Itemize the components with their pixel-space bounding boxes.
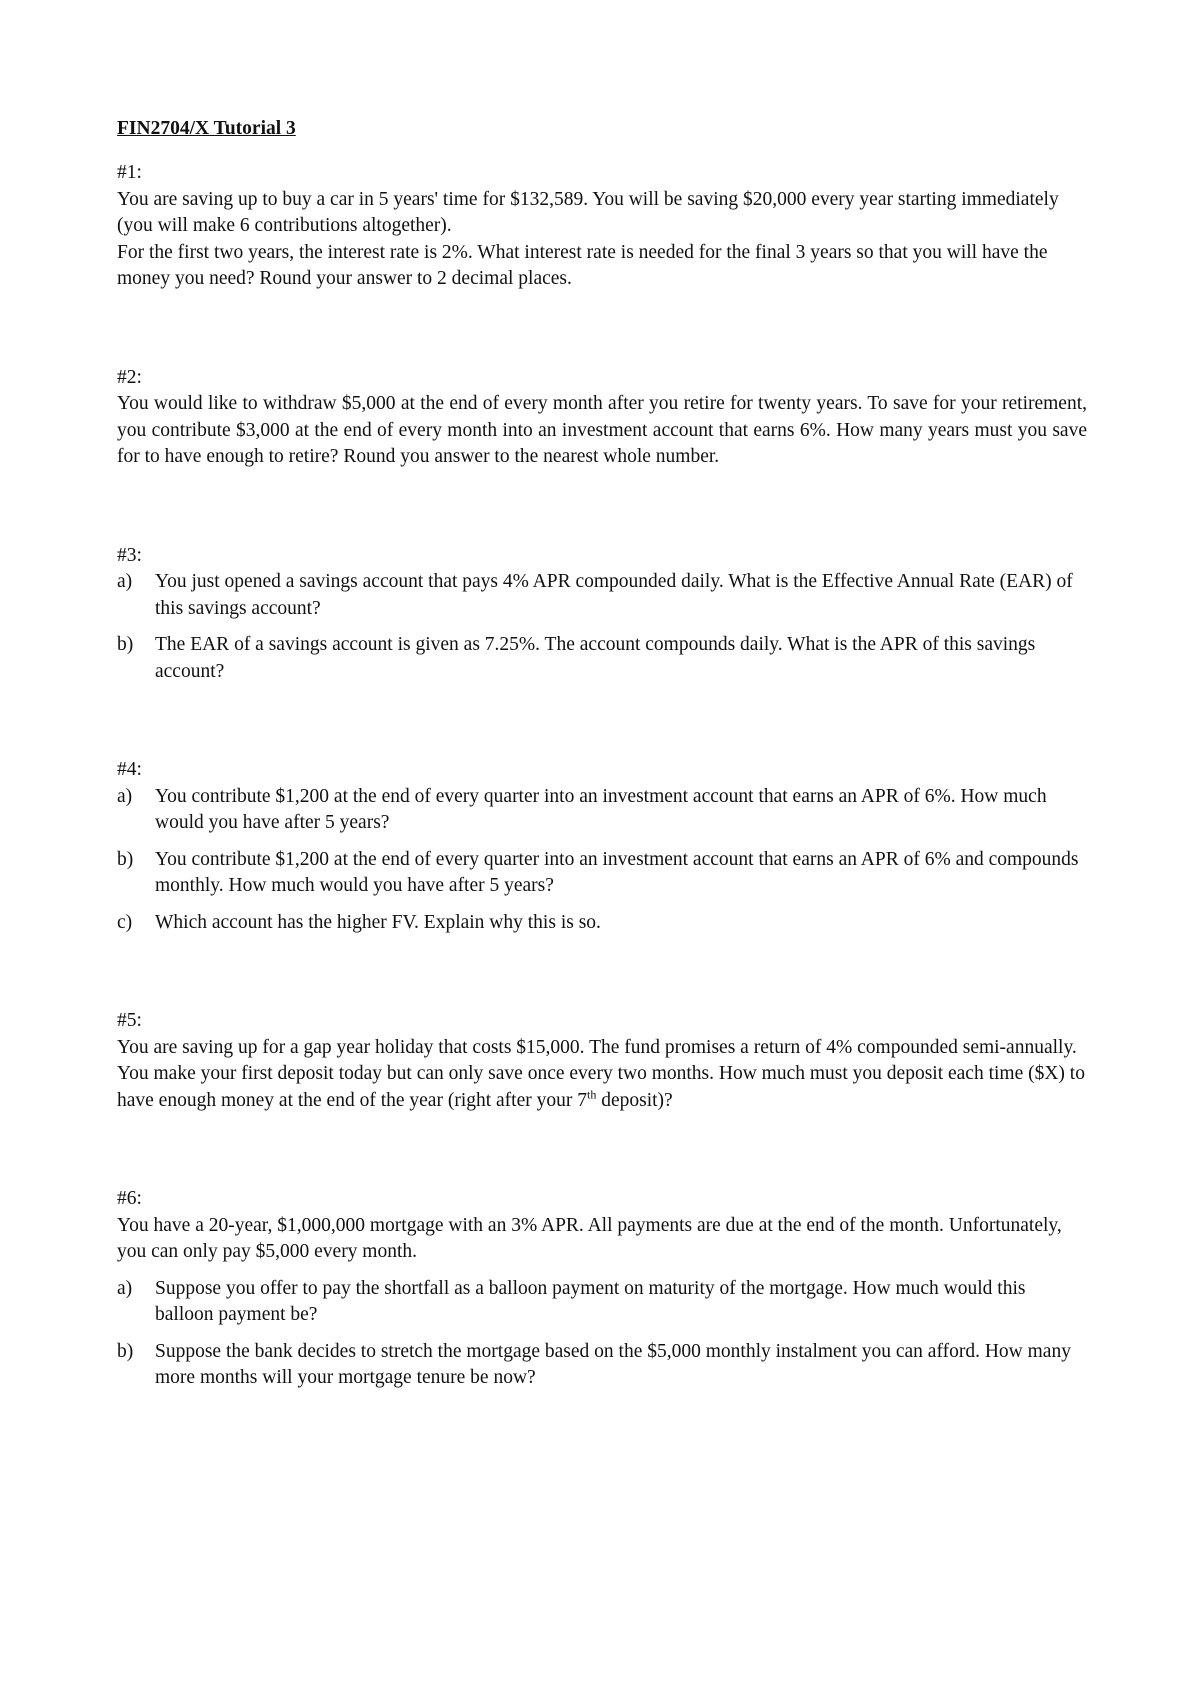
question-text: For the first two years, the interest rate is 2%. What interest rate is needed for the final 3 years so that you will have the money you need? Round your answer to 2 decimal places. [117, 241, 1048, 289]
sub-question-a [117, 1276, 1087, 1329]
tutorial-sheet [117, 116, 1087, 1392]
sub-question-text: Suppose you offer to pay the shortfall as a balloon payment on maturity of the mortgage. How much would this balloon payment be? [155, 1277, 1026, 1325]
sub-question-text: The EAR of a savings account is given as 7.25%. The account compounds daily. What is the APR of this savings account? [155, 634, 1036, 682]
question-text: You would like to withdraw $5,000 at the end of every month after you retire for twenty years. To save for your retirement, you contribute $3,000 at the end of every month into an investment account that earns 6%. How many years must you save for to have enough to retire? Round you answer to the nearest whole number. [117, 393, 1087, 467]
sub-question-marker: b) [117, 634, 134, 655]
sub-question-a [117, 784, 1087, 837]
question-label: #5: [117, 1010, 142, 1031]
question-text [117, 1035, 1087, 1115]
sub-question-marker: a) [117, 1277, 133, 1299]
sub-question-b [117, 847, 1087, 900]
question-label: #3: [117, 544, 142, 566]
sub-question-text: Which account has the higher FV. Explain why this is so. [155, 911, 601, 933]
sub-question-marker: a) [117, 571, 133, 592]
sub-question-marker: a) [117, 785, 133, 807]
question-6 [117, 1186, 1087, 1392]
question-1 [117, 160, 1087, 293]
question-label: #6: [117, 1188, 142, 1209]
question-text: You are saving up to buy a car in 5 years' time for $132,589. You will be saving $20,000 every year starting immediately (you will make 6 contributions altogether). [117, 188, 1059, 236]
question-2 [117, 365, 1087, 471]
sub-question-a [117, 569, 1087, 622]
sub-question-text: You contribute $1,200 at the end of every quarter into an investment account that earns an APR of 6%. How much would you have after 5 years? [155, 785, 1047, 833]
sub-question-text: You contribute $1,200 at the end of every quarter into an investment account that earns an APR of 6% and compounds monthly. How much would you have after 5 years? [155, 848, 1079, 896]
question-label: #2: [117, 366, 142, 388]
sub-question-text: Suppose the bank decides to stretch the mortgage based on the $5,000 monthly instalment you can afford. How many more months will your mortgage tenure be now? [155, 1340, 1071, 1388]
page-title: FIN2704/X Tutorial 3 [117, 118, 296, 139]
sub-question-c [117, 910, 1087, 937]
ordinal-suffix: th [587, 1087, 597, 1101]
question-5 [117, 1008, 1087, 1114]
question-4 [117, 757, 1087, 936]
sub-question-text: You just opened a savings account that pays 4% APR compounded daily. What is the Effective Annual Rate (EAR) of this savings account? [155, 571, 1073, 619]
sub-question-marker: b) [117, 1340, 134, 1362]
sub-question-b [117, 1339, 1087, 1392]
question-label: #4: [117, 759, 142, 780]
question-label: #1: [117, 162, 142, 183]
question-text: You have a 20-year, $1,000,000 mortgage with an 3% APR. All payments are due at the end of the month. Unfortunately, you can only pay $5,000 every month. [117, 1214, 1062, 1262]
question-text-end: deposit)? [596, 1089, 673, 1111]
question-text-main: You are saving up for a gap year holiday that costs $15,000. The fund promises a return of 4% compounded semi-annually. You make your first deposit today but can only save once every two months. How much must you deposit each time ($X) to have enough money at the end of the year (right after your 7 [117, 1036, 1085, 1111]
sub-question-marker: b) [117, 848, 134, 870]
sub-question-b [117, 632, 1087, 685]
question-3 [117, 543, 1087, 686]
sub-question-marker: c) [117, 911, 133, 933]
